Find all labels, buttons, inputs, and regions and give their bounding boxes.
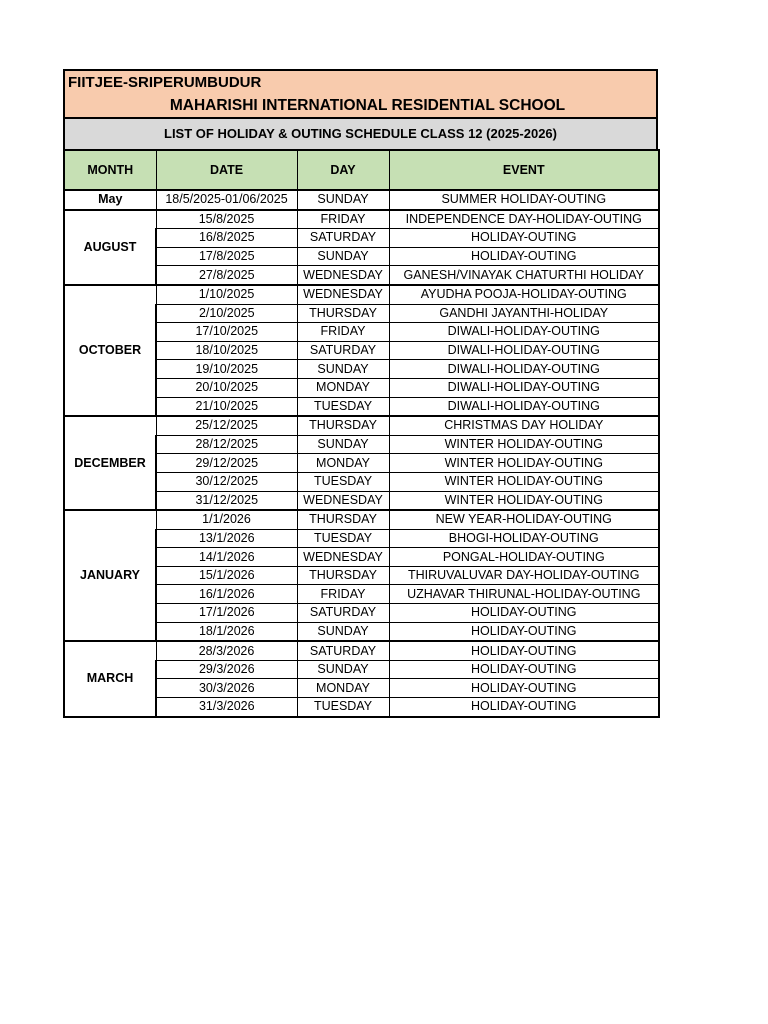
month-cell: OCTOBER xyxy=(64,285,156,416)
schedule-body xyxy=(64,190,659,717)
day-cell: MONDAY xyxy=(297,378,389,397)
date-cell: 17/8/2025 xyxy=(156,247,297,266)
event-cell: UZHAVAR THIRUNAL-HOLIDAY-OUTING xyxy=(389,585,659,604)
date-cell: 20/10/2025 xyxy=(156,378,297,397)
day-cell: MONDAY xyxy=(297,679,389,698)
table-header-row xyxy=(64,150,659,190)
date-cell: 15/8/2025 xyxy=(156,210,297,229)
day-cell: SUNDAY xyxy=(297,435,389,454)
event-cell: DIWALI-HOLIDAY-OUTING xyxy=(389,341,659,360)
day-cell: SATURDAY xyxy=(297,229,389,248)
event-cell: CHRISTMAS DAY HOLIDAY xyxy=(389,416,659,435)
date-cell: 30/12/2025 xyxy=(156,472,297,491)
date-cell: 1/1/2026 xyxy=(156,510,297,529)
date-cell: 21/10/2025 xyxy=(156,397,297,416)
date-cell: 25/12/2025 xyxy=(156,416,297,435)
event-cell: WINTER HOLIDAY-OUTING xyxy=(389,491,659,510)
day-cell: SATURDAY xyxy=(297,604,389,623)
day-cell: FRIDAY xyxy=(297,585,389,604)
event-cell: GANESH/VINAYAK CHATURTHI HOLIDAY xyxy=(389,266,659,285)
table-row xyxy=(64,416,659,435)
table-row xyxy=(64,510,659,529)
day-cell: SUNDAY xyxy=(297,247,389,266)
column-header-event: EVENT xyxy=(389,150,659,190)
date-cell: 16/1/2026 xyxy=(156,585,297,604)
table-row xyxy=(64,641,659,660)
event-cell: HOLIDAY-OUTING xyxy=(389,698,659,717)
day-cell: SUNDAY xyxy=(297,360,389,379)
day-cell: SATURDAY xyxy=(297,341,389,360)
day-cell: SUNDAY xyxy=(297,622,389,641)
date-cell: 17/1/2026 xyxy=(156,604,297,623)
event-cell: DIWALI-HOLIDAY-OUTING xyxy=(389,360,659,379)
table-row xyxy=(64,210,659,229)
event-cell: WINTER HOLIDAY-OUTING xyxy=(389,435,659,454)
event-cell: HOLIDAY-OUTING xyxy=(389,247,659,266)
holiday-schedule-document xyxy=(63,69,658,718)
date-cell: 19/10/2025 xyxy=(156,360,297,379)
date-cell: 18/10/2025 xyxy=(156,341,297,360)
day-cell: FRIDAY xyxy=(297,323,389,342)
date-cell: 28/12/2025 xyxy=(156,435,297,454)
event-cell: WINTER HOLIDAY-OUTING xyxy=(389,472,659,491)
event-cell: DIWALI-HOLIDAY-OUTING xyxy=(389,397,659,416)
event-cell: BHOGI-HOLIDAY-OUTING xyxy=(389,529,659,548)
event-cell: HOLIDAY-OUTING xyxy=(389,604,659,623)
event-cell: HOLIDAY-OUTING xyxy=(389,229,659,248)
day-cell: TUESDAY xyxy=(297,397,389,416)
day-cell: TUESDAY xyxy=(297,472,389,491)
day-cell: SUNDAY xyxy=(297,660,389,679)
date-cell: 15/1/2026 xyxy=(156,566,297,585)
date-cell: 18/5/2025-01/06/2025 xyxy=(156,190,297,210)
day-cell: WEDNESDAY xyxy=(297,548,389,567)
event-cell: HOLIDAY-OUTING xyxy=(389,641,659,660)
date-cell: 13/1/2026 xyxy=(156,529,297,548)
column-header-day: DAY xyxy=(297,150,389,190)
day-cell: MONDAY xyxy=(297,454,389,473)
day-cell: THURSDAY xyxy=(297,304,389,323)
day-cell: THURSDAY xyxy=(297,510,389,529)
date-cell: 29/12/2025 xyxy=(156,454,297,473)
table-row xyxy=(64,190,659,210)
day-cell: WEDNESDAY xyxy=(297,285,389,304)
day-cell: TUESDAY xyxy=(297,529,389,548)
event-cell: INDEPENDENCE DAY-HOLIDAY-OUTING xyxy=(389,210,659,229)
day-cell: FRIDAY xyxy=(297,210,389,229)
event-cell: NEW YEAR-HOLIDAY-OUTING xyxy=(389,510,659,529)
column-header-date: DATE xyxy=(156,150,297,190)
day-cell: THURSDAY xyxy=(297,566,389,585)
table-row xyxy=(64,285,659,304)
schedule-table xyxy=(63,149,660,718)
date-cell: 31/12/2025 xyxy=(156,491,297,510)
day-cell: SUNDAY xyxy=(297,190,389,210)
event-cell: HOLIDAY-OUTING xyxy=(389,622,659,641)
date-cell: 29/3/2026 xyxy=(156,660,297,679)
day-cell: THURSDAY xyxy=(297,416,389,435)
event-cell: PONGAL-HOLIDAY-OUTING xyxy=(389,548,659,567)
organization-name: FIITJEE-SRIPERUMBUDUR xyxy=(68,74,262,91)
event-cell: GANDHI JAYANTHI-HOLIDAY xyxy=(389,304,659,323)
month-cell: AUGUST xyxy=(64,210,156,285)
schedule-title: LIST OF HOLIDAY & OUTING SCHEDULE CLASS 12 (2025-2026) xyxy=(63,119,658,149)
date-cell: 28/3/2026 xyxy=(156,641,297,660)
school-name: MAHARISHI INTERNATIONAL RESIDENTIAL SCHOOL xyxy=(169,97,566,114)
event-cell: DIWALI-HOLIDAY-OUTING xyxy=(389,378,659,397)
event-cell: SUMMER HOLIDAY-OUTING xyxy=(389,190,659,210)
event-cell: HOLIDAY-OUTING xyxy=(389,679,659,698)
month-cell: JANUARY xyxy=(64,510,156,641)
column-header-month: MONTH xyxy=(64,150,156,190)
month-cell: MARCH xyxy=(64,641,156,716)
event-cell: HOLIDAY-OUTING xyxy=(389,660,659,679)
document-header xyxy=(63,69,658,119)
date-cell: 27/8/2025 xyxy=(156,266,297,285)
event-cell: AYUDHA POOJA-HOLIDAY-OUTING xyxy=(389,285,659,304)
date-cell: 17/10/2025 xyxy=(156,323,297,342)
date-cell: 30/3/2026 xyxy=(156,679,297,698)
date-cell: 16/8/2025 xyxy=(156,229,297,248)
day-cell: TUESDAY xyxy=(297,698,389,717)
date-cell: 2/10/2025 xyxy=(156,304,297,323)
date-cell: 31/3/2026 xyxy=(156,698,297,717)
date-cell: 18/1/2026 xyxy=(156,622,297,641)
date-cell: 14/1/2026 xyxy=(156,548,297,567)
event-cell: DIWALI-HOLIDAY-OUTING xyxy=(389,323,659,342)
day-cell: WEDNESDAY xyxy=(297,266,389,285)
date-cell: 1/10/2025 xyxy=(156,285,297,304)
month-cell: May xyxy=(64,190,156,210)
month-cell: DECEMBER xyxy=(64,416,156,510)
event-cell: THIRUVALUVAR DAY-HOLIDAY-OUTING xyxy=(389,566,659,585)
day-cell: SATURDAY xyxy=(297,641,389,660)
day-cell: WEDNESDAY xyxy=(297,491,389,510)
event-cell: WINTER HOLIDAY-OUTING xyxy=(389,454,659,473)
